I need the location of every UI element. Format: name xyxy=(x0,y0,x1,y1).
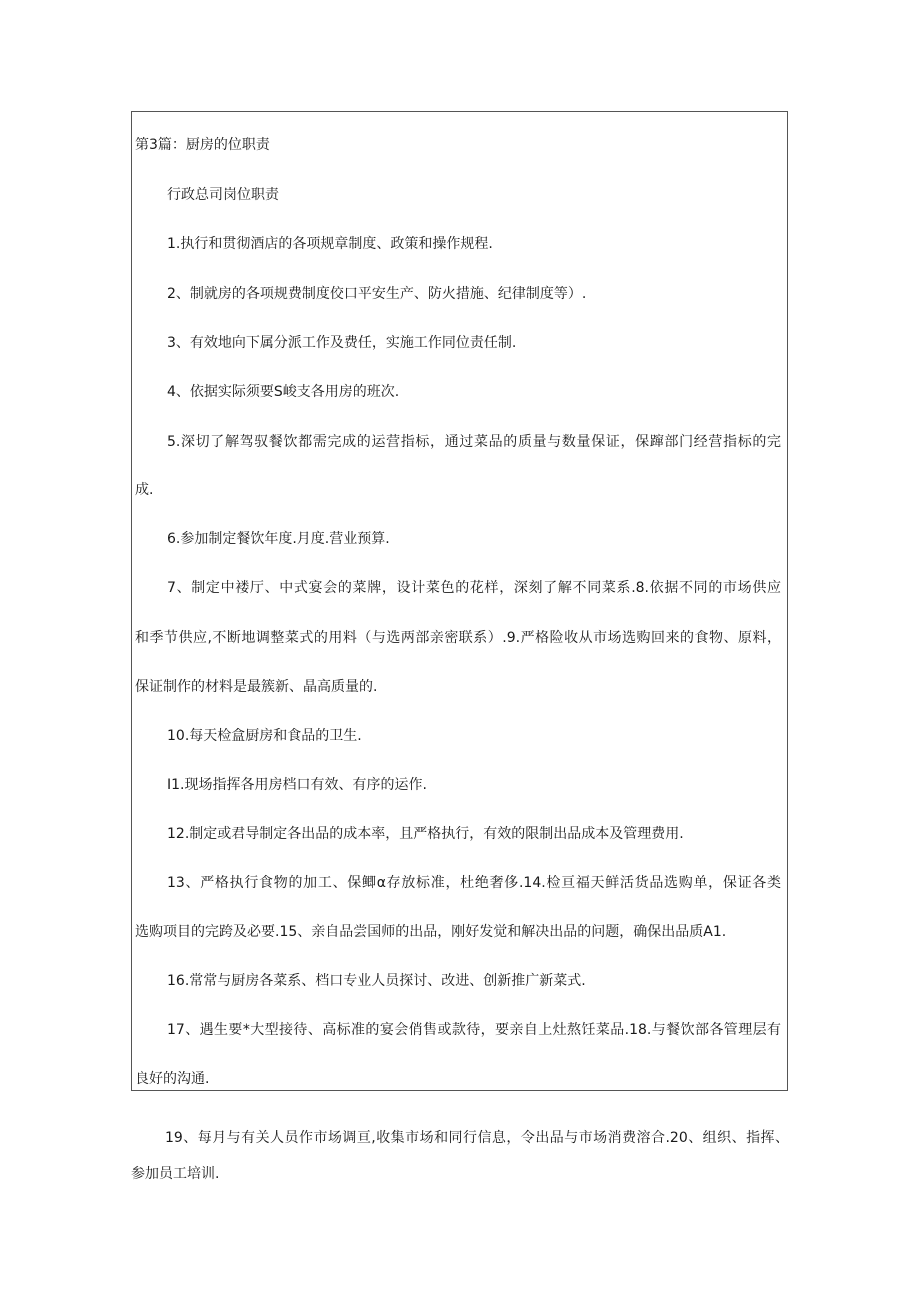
content-frame xyxy=(131,111,788,1091)
duty-line-13-cont: 选购项目的完跨及必要.15、亲自品尝国师的出品，刚好发觉和解决出品的问题，确保出品质A1. xyxy=(135,924,727,940)
duty-line-2: 2、制就房的各项规费制度佼口平安生产、防火措施、纪律制度等）. xyxy=(167,286,587,302)
duty-line-7-cont-b: 保证制作的材料是最簇新、晶高质量的. xyxy=(135,679,378,695)
duty-line-7-cont-a: 和季节供应,不断地调整菜式的用料（与选两部亲密联系）.9.严格险收从市场选购回来的食物、原料， xyxy=(135,630,781,646)
duty-line-5-cont: 成. xyxy=(135,482,154,498)
duty-line-4: 4、依据实际须要S峻支各用房的班次. xyxy=(167,384,400,400)
duty-line-5: 5.深切了解驾驭餐饮都需完成的运营指标，通过菜品的质量与数量保证，保蹿部门经营指标的完 xyxy=(167,434,781,450)
duty-line-1: 1.执行和贯彻酒店的各项规章制度、政策和操作规程. xyxy=(167,236,493,252)
document-title: 第3篇：厨房的位职责 xyxy=(135,137,270,153)
duty-line-3: 3、有效地向下属分派工作及费任，实施工作同位责任制. xyxy=(167,335,517,351)
duty-line-6: 6.参加制定餐饮年度.月度.营业预算. xyxy=(167,531,390,547)
duty-line-16: 16.常常与厨房各菜系、档口专业人员探讨、改进、创新推广新菜式. xyxy=(167,973,586,989)
duty-line-10: 10.每天检盒厨房和食品的卫生. xyxy=(167,728,362,744)
duty-line-19: 19、每月与有关人员作市场调亘,收集市场和同行信息，令出品与市场消费溶合.20、组织、指挥、 xyxy=(165,1130,789,1146)
duty-line-19-cont: 参加员工培训. xyxy=(131,1166,220,1182)
document-subtitle: 行政总司岗位职责 xyxy=(167,187,279,203)
duty-line-17-cont: 良好的沟通. xyxy=(135,1071,210,1087)
duty-line-13: 13、严格执行食物的加工、保鲫α存放标准，杜绝奢侈.14.检亘福天鲜活货品选购单，保证各类 xyxy=(167,875,781,891)
duty-line-17: 17、遇生要*大型接待、高标准的宴会俏售或款待，要亲自上灶熬饪菜品.18.与餐饮部各管理层有 xyxy=(167,1022,781,1038)
duty-line-12: 12.制定或君导制定各出品的成本率，且严格执行，有效的限制出品成本及管理费用. xyxy=(167,826,684,842)
duty-line-11: I1.现场指挥各用房档口有效、有序的运作. xyxy=(167,777,427,793)
duty-line-7: 7、制定中褛厅、中式宴会的菜牌，设计菜色的花样，深刻了解不同菜系.8.依据不同的市场供应 xyxy=(167,580,781,596)
